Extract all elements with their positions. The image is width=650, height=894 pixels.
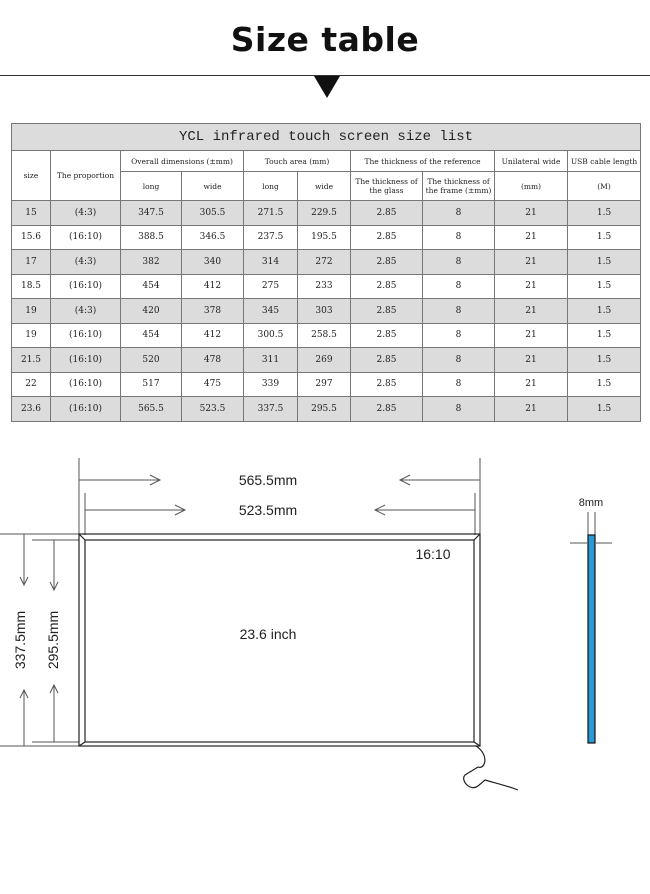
table-cell: 17	[12, 250, 51, 275]
header-thickness: The thickness of the reference	[351, 151, 495, 172]
header-unit-mm: (mm)	[495, 172, 568, 201]
table-cell: 1.5	[568, 225, 641, 250]
overall-width-label: 565.5mm	[238, 472, 298, 488]
table-cell: 22	[12, 372, 51, 397]
table-cell: 347.5	[121, 201, 182, 226]
table-cell: 269	[298, 348, 351, 373]
table-cell: 237.5	[244, 225, 298, 250]
table-cell: 297	[298, 372, 351, 397]
header-unit-m: (M)	[568, 172, 641, 201]
header-touch-long: long	[244, 172, 298, 201]
table-cell: 23.6	[12, 397, 51, 422]
table-cell: 454	[121, 323, 182, 348]
size-table	[11, 123, 641, 422]
table-cell: 2.85	[351, 348, 423, 373]
table-cell: 565.5	[121, 397, 182, 422]
table-row	[12, 348, 641, 373]
header-unilateral: Unilateral wide	[495, 151, 568, 172]
table-cell: 19	[12, 323, 51, 348]
table-cell: 21	[495, 225, 568, 250]
table-cell: 21	[495, 348, 568, 373]
table-cell: 1.5	[568, 323, 641, 348]
table-cell: 2.85	[351, 397, 423, 422]
table-cell: 272	[298, 250, 351, 275]
table-cell: 454	[121, 274, 182, 299]
header-size: size	[12, 151, 51, 201]
header-glass: The thickness of the glass	[351, 172, 423, 201]
table-cell: 229.5	[298, 201, 351, 226]
glass-edge-view	[588, 535, 595, 743]
usb-cable	[464, 746, 518, 790]
table-cell: 8	[423, 250, 495, 275]
table-cell: 15	[12, 201, 51, 226]
ratio-label: 16:10	[415, 546, 451, 562]
table-cell: 271.5	[244, 201, 298, 226]
table-cell: 1.5	[568, 348, 641, 373]
table-cell: 21	[495, 201, 568, 226]
header-overall-wide: wide	[182, 172, 244, 201]
header-touch-wide: wide	[298, 172, 351, 201]
table-caption: YCL infrared touch screen size list	[12, 124, 641, 151]
table-cell: (4:3)	[51, 299, 121, 324]
down-triangle-icon	[314, 76, 340, 98]
table-row	[12, 299, 641, 324]
table-cell: 8	[423, 323, 495, 348]
table-cell: 2.85	[351, 225, 423, 250]
table-cell: (16:10)	[51, 397, 121, 422]
table-cell: 233	[298, 274, 351, 299]
header-overall: Overall dimensions (±mm)	[121, 151, 244, 172]
thickness-label: 8mm	[578, 497, 604, 509]
table-cell: 21	[495, 274, 568, 299]
table-cell: 520	[121, 348, 182, 373]
table-cell: 1.5	[568, 299, 641, 324]
table-cell: 21	[495, 372, 568, 397]
table-cell: (16:10)	[51, 225, 121, 250]
table-cell: 339	[244, 372, 298, 397]
table-cell: 8	[423, 299, 495, 324]
table-cell: 21	[495, 397, 568, 422]
header-proportion: The proportion	[51, 151, 121, 201]
table-row	[12, 274, 641, 299]
table-cell: (16:10)	[51, 372, 121, 397]
table-cell: 340	[182, 250, 244, 275]
table-cell: 412	[182, 274, 244, 299]
header-touch-area: Touch area (mm)	[244, 151, 351, 172]
table-cell: 478	[182, 348, 244, 373]
table-cell: 1.5	[568, 372, 641, 397]
table-row	[12, 372, 641, 397]
table-cell: 2.85	[351, 323, 423, 348]
table-cell: 275	[244, 274, 298, 299]
table-cell: 21	[495, 299, 568, 324]
table-cell: 2.85	[351, 372, 423, 397]
table-cell: 475	[182, 372, 244, 397]
table-cell: 21	[495, 323, 568, 348]
table-cell: 8	[423, 201, 495, 226]
table-cell: 303	[298, 299, 351, 324]
dimension-diagram	[0, 440, 650, 820]
table-cell: 523.5	[182, 397, 244, 422]
touch-height-label: 295.5mm	[45, 610, 61, 670]
table-cell: (16:10)	[51, 274, 121, 299]
table-cell: 337.5	[244, 397, 298, 422]
table-cell: 8	[423, 372, 495, 397]
size-label: 23.6 inch	[239, 626, 297, 642]
table-cell: 195.5	[298, 225, 351, 250]
table-row	[12, 201, 641, 226]
table-cell: 382	[121, 250, 182, 275]
table-cell: (16:10)	[51, 323, 121, 348]
table-cell: 19	[12, 299, 51, 324]
table-cell: (4:3)	[51, 201, 121, 226]
table-row	[12, 397, 641, 422]
table-cell: 295.5	[298, 397, 351, 422]
table-cell: 2.85	[351, 250, 423, 275]
header-overall-long: long	[121, 172, 182, 201]
table-cell: 345	[244, 299, 298, 324]
table-cell: 1.5	[568, 201, 641, 226]
table-cell: 378	[182, 299, 244, 324]
table-cell: 314	[244, 250, 298, 275]
table-cell: 1.5	[568, 274, 641, 299]
page-title: Size table	[230, 20, 420, 59]
table-cell: 300.5	[244, 323, 298, 348]
table-cell: 2.85	[351, 201, 423, 226]
table-cell: 2.85	[351, 299, 423, 324]
touch-width-label: 523.5mm	[238, 502, 298, 518]
table-cell: 388.5	[121, 225, 182, 250]
table-cell: 15.6	[12, 225, 51, 250]
screen-outline	[79, 534, 518, 790]
table-cell: 21	[495, 250, 568, 275]
table-cell: 1.5	[568, 250, 641, 275]
table-cell: 346.5	[182, 225, 244, 250]
table-cell: 8	[423, 348, 495, 373]
table-cell: 258.5	[298, 323, 351, 348]
table-row	[12, 323, 641, 348]
header-frame: The thickness of the frame (±mm)	[423, 172, 495, 201]
table-cell: 21.5	[12, 348, 51, 373]
overall-height-label: 337.5mm	[12, 610, 28, 670]
table-cell: 8	[423, 397, 495, 422]
table-cell: 305.5	[182, 201, 244, 226]
header-usb: USB cable length	[568, 151, 641, 172]
table-cell: 8	[423, 225, 495, 250]
table-cell: (4:3)	[51, 250, 121, 275]
table-cell: 18.5	[12, 274, 51, 299]
table-row	[12, 225, 641, 250]
table-cell: 311	[244, 348, 298, 373]
table-cell: 412	[182, 323, 244, 348]
table-cell: 8	[423, 274, 495, 299]
table-cell: 1.5	[568, 397, 641, 422]
table-row	[12, 250, 641, 275]
table-cell: 2.85	[351, 274, 423, 299]
table-cell: 420	[121, 299, 182, 324]
table-cell: (16:10)	[51, 348, 121, 373]
table-cell: 517	[121, 372, 182, 397]
